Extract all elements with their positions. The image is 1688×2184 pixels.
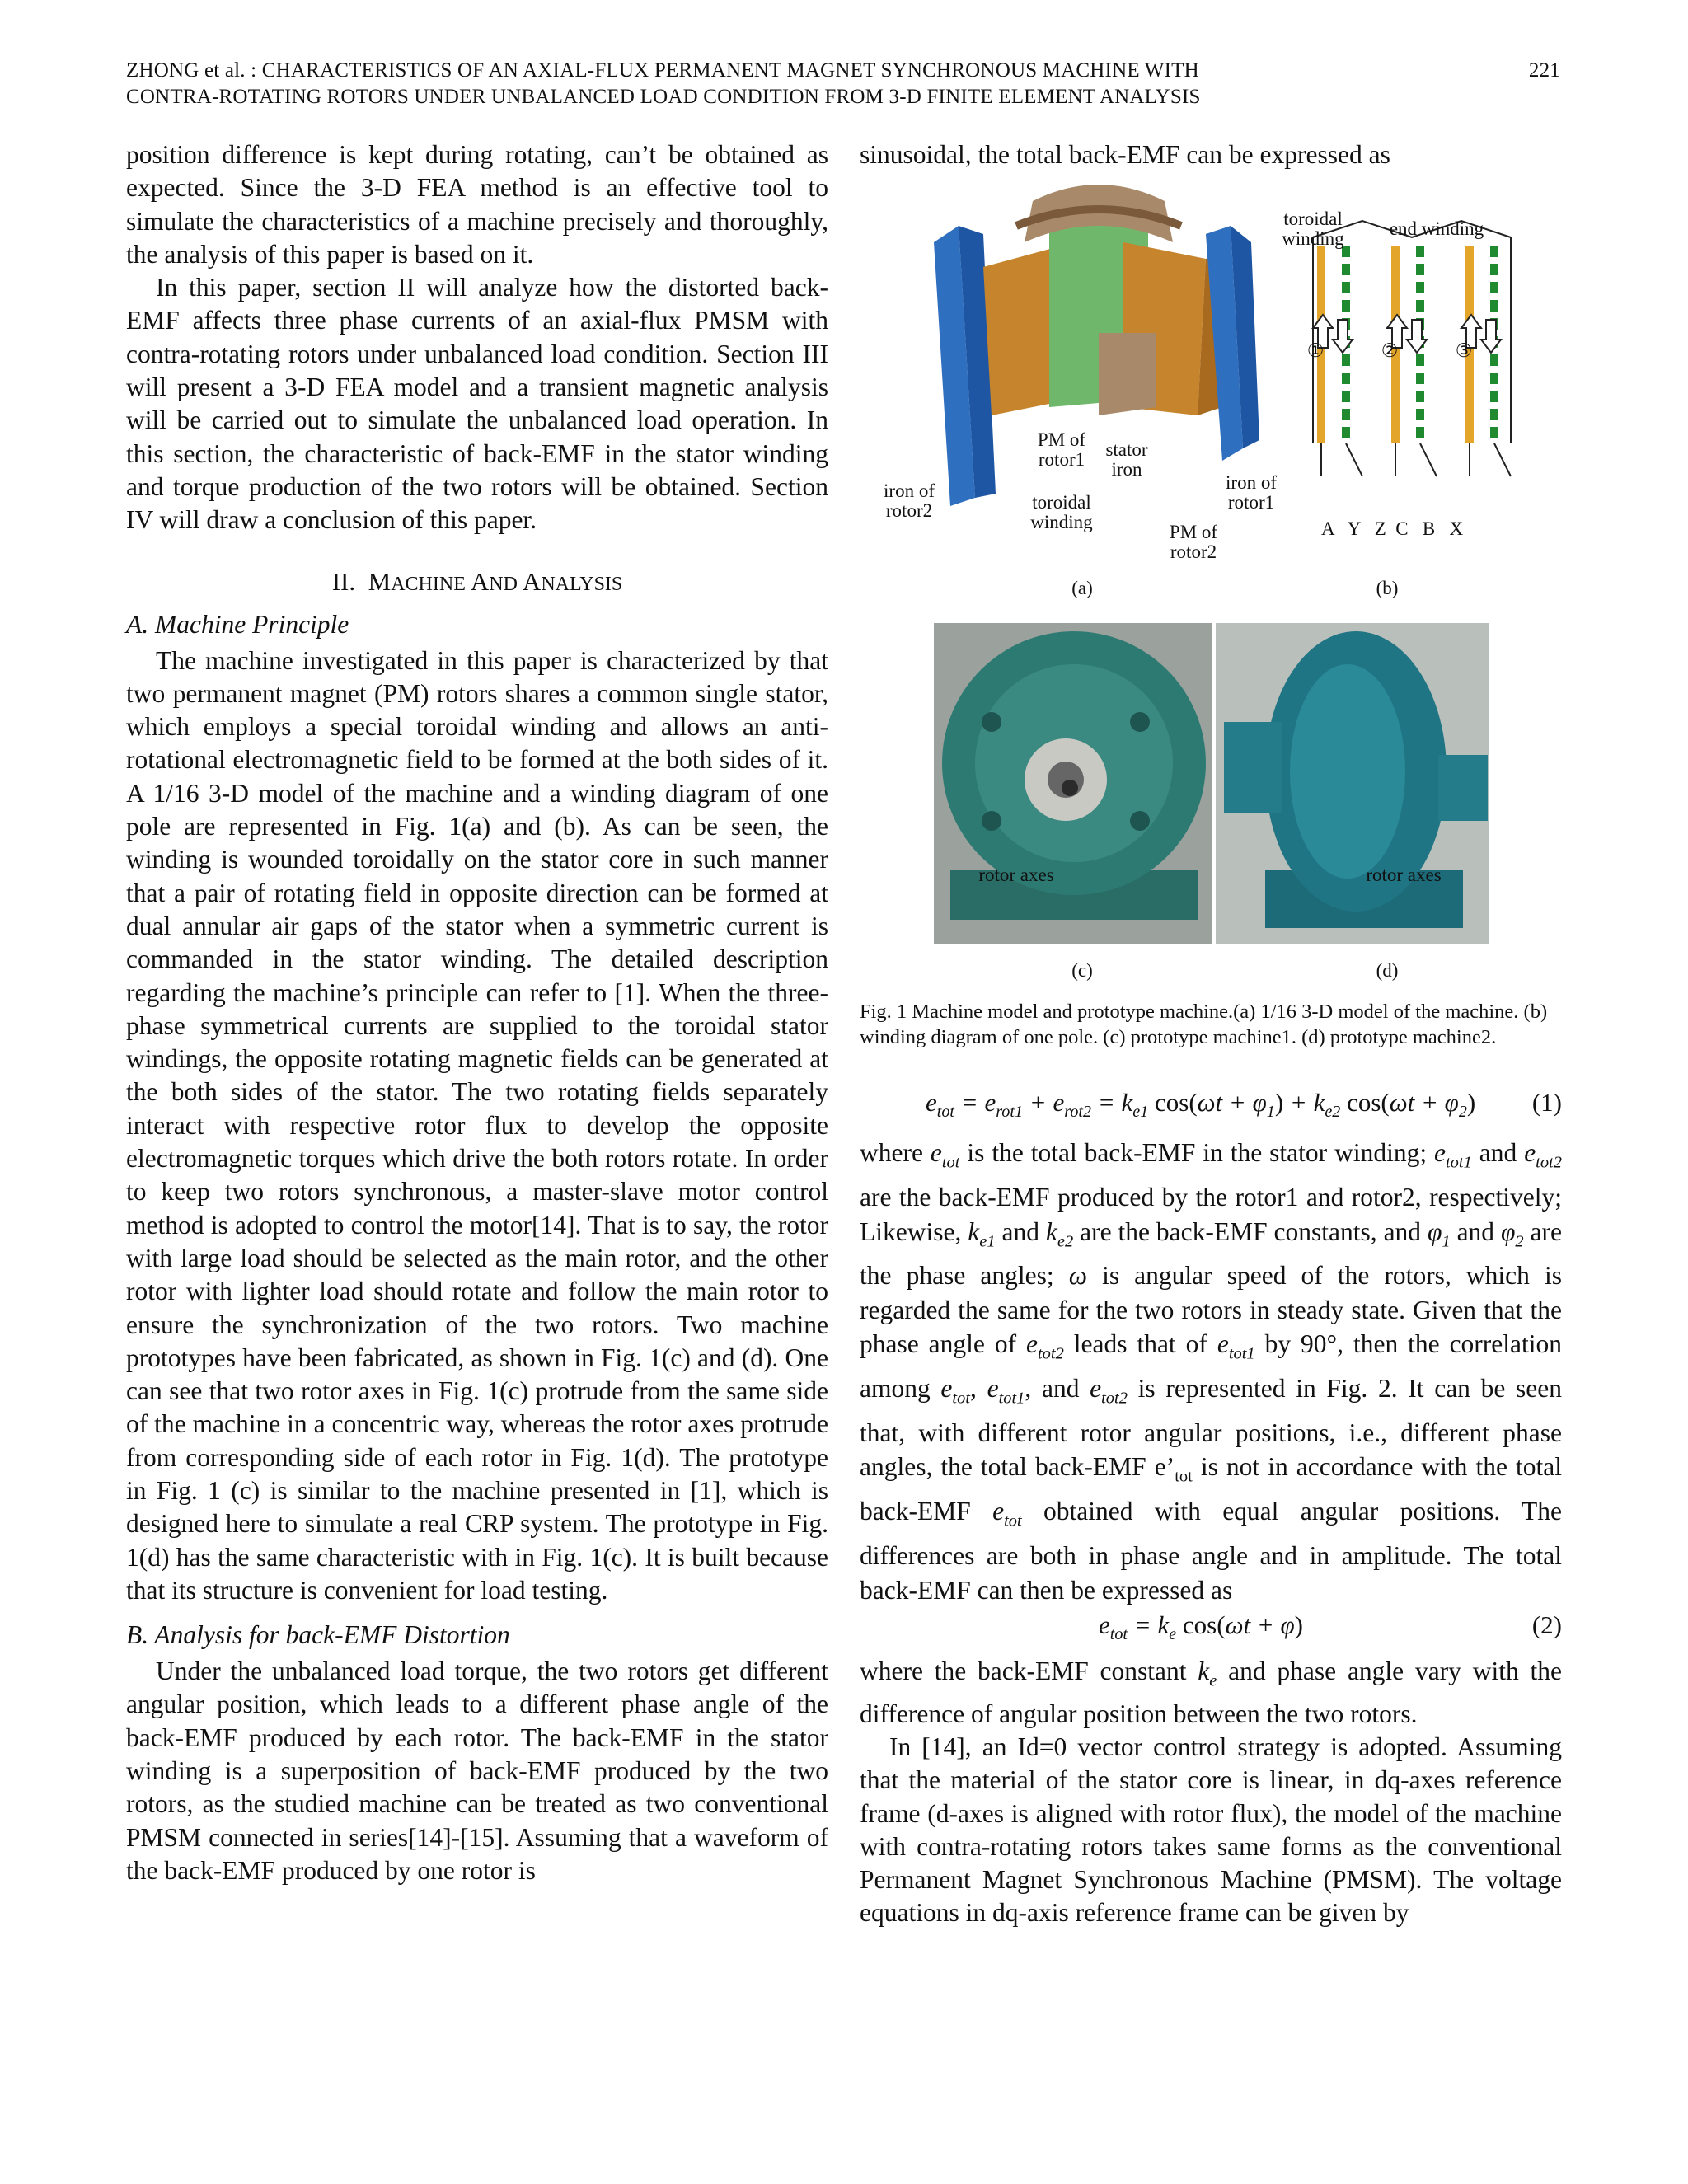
- paragraph: Under the unbalanced load torque, the two rotors get different angular position, which leads to a different phase angle of the back-EMF produced by each rotor. The back-EMF in the stator winding is a superposition of back-EMF produced by the two rotors, as the studied machine can be treated as two conventional PMSM connected in series[14]-[15]. Assuming that a waveform of the back-EMF produced by one rotor is: [126, 1657, 828, 1885]
- subsection-heading: A. Machine Principle: [126, 609, 349, 639]
- header-line-1: ZHONG et al. : CHARACTERISTICS OF AN AXIAL-FLUX PERMANENT MAGNET SYNCHRONOUS MACHINE WITH: [126, 59, 1199, 82]
- label-subfig-a: (a): [1071, 578, 1093, 599]
- paragraph: The machine investigated in this paper is characterized by that two permanent magnet (PM) rotors shares a common single stator, which employs a special toroidal winding and allows an anti-rotational electromagnetic field to be formed at the both sides of it. A 1/16 3-D model of the machine and a winding diagram of one pole are represented in Fig. 1(a) and (b). As can be seen, the winding is wounded toroidally on the stator core in such manner that a pair of rotating field in opposite direction can be formed at dual annular air gaps of the stator when a symmetric current is commanded in the stator winding. The detailed description regarding the machine’s principle can refer to [1]. When the three-phase symmetrical currents are supplied to the toroidal stator windings, the opposite rotating magnetic fields can be generated at the both sides of the stator. The two rotating fields separately interact with respective rotor flux to develop the opposite electromagnetic torques which drive the both rotors rotate. In order to keep two rotors synchronous, a master-slave motor control method is adopted to control the motor[14]. That is to say, the rotor with large load should be selected as the main rotor, and the other rotor with lighter load should rotate and follow the main rotor to ensure the synchronization of the two rotors. Two machine prototypes have been fabricated, as shown in Fig. 1(c) and (d). One can see that two rotor axes in Fig. 1(c) protrude from the same side of the machine in a concentric way, whereas the rotor axes protrude from corresponding side of each rotor in Fig. 1(d). The prototype in Fig. 1 (c) is similar to the machine presented in [1], which is designed here to simulate a real CRP system. The prototype in Fig. 1(d) has the same characteristic with in Fig. 1(c). It is built because that its structure is convenient for load testing.: [126, 645, 828, 1605]
- label-toroidal-winding-a: toroidal winding: [1030, 492, 1093, 533]
- right-column: [860, 138, 1562, 1930]
- equation-number: (1): [1531, 1088, 1562, 1118]
- label-terminals: A Y Z C B X: [1321, 518, 1464, 540]
- fig-1c-photo: [934, 623, 1212, 944]
- label-end-winding: end winding: [1389, 218, 1484, 240]
- label-pm-rotor1: PM of rotor1: [1037, 429, 1086, 471]
- figure-1: [860, 171, 1562, 982]
- label-circle-2: ②: [1381, 340, 1399, 362]
- label-circle-1: ①: [1306, 340, 1325, 362]
- label-stator-iron: stator iron: [1105, 439, 1148, 480]
- subsection-heading: B. Analysis for back-EMF Distortion: [126, 1620, 510, 1650]
- page-number: 221: [1528, 59, 1560, 82]
- fig-1d-photo: [1216, 623, 1489, 944]
- label-pm-rotor2: PM of rotor2: [1169, 522, 1218, 563]
- label-subfig-c: (c): [1071, 960, 1093, 982]
- paragraph: where $e_{tot}$ is the total back-EMF in the stator winding; $e_{tot1}$ and $e_{tot2}$ are the back-EMF produced by the rotor1 and rotor2, respectively; Likewise, $k_{e1}$ and $k_{e2}$ are the back-EMF constants, and $\varphi_1$ and $\varphi_2$ are the phase angles; ω is angular speed of the rotors, which is regarded the same for the two rotors in steady state. Given that the phase angle of $e_{tot2}$ leads that of $e_{tot1}$ by 90°, then the correlation among $e_{tot}$, $e_{tot1}$, and $e_{tot2}$ is represented in Fig. 2. It can be seen that, with different rotor angular positions, i.e., different phase angles, the total back-EMF $e’_{tot}$ is not in accordance with the total back-EMF $e_{tot}$ obtained with equal angular positions. The differences are both in phase angle and in amplitude. The total back-EMF can then be expressed as: [860, 1138, 1563, 1605]
- equation-2: $e_{tot} = k_e$ cos(ωt + φ) (2): [1099, 1610, 1562, 1644]
- equation-number: (2): [1531, 1610, 1562, 1640]
- label-circle-3: ③: [1455, 340, 1473, 362]
- label-rotor-axes-d: rotor axes: [1366, 865, 1442, 886]
- label-toroidal-winding: toroidal winding: [1282, 209, 1344, 250]
- header-line-2: CONTRA-ROTATING ROTORS UNDER UNBALANCED LOAD CONDITION FROM 3-D FINITE ELEMENT ANALYSIS: [126, 86, 1201, 108]
- label-subfig-b: (b): [1376, 578, 1399, 599]
- label-subfig-d: (d): [1376, 960, 1399, 982]
- label-iron-rotor2: iron of rotor2: [884, 480, 935, 522]
- paragraph: where the back-EMF constant $k_e$ and phase angle vary with the difference of angular position between the two rotors.: [860, 1657, 1562, 1728]
- fig-1b-winding-diagram: [1288, 204, 1552, 501]
- paragraph: In this paper, section II will analyze how the distorted back-EMF affects three phase currents of an axial-flux PMSM with contra-rotating rotors under unbalanced load condition. Section III will present a 3-D FEA model and a transient magnetic analysis will be carried out to simulate the unbalanced load operation. In this section, the characteristic of back-EMF in the stator winding and torque production of the two rotors will be obtained. Section IV will draw a conclusion of this paper.: [126, 273, 828, 535]
- running-header: [126, 58, 1560, 110]
- left-column: [126, 138, 828, 1887]
- label-rotor-axes-c: rotor axes: [978, 865, 1054, 886]
- figure-caption: Fig. 1 Machine model and prototype machine.(a) 1/16 3-D model of the machine. (b) winding diagram of one pole. (c) prototype machine1. (d) prototype machine2.: [860, 1001, 1548, 1049]
- paragraph: In [14], an Id=0 vector control strategy is adopted. Assuming that the material of the stator core is linear, in dq-axes reference frame (d-axes is aligned with rotor flux), the model of the machine with contra-rotating rotors takes same forms as the conventional Permanent Magnet Synchronous Machine (PMSM). The voltage equations in dq-axis reference frame can be given by: [860, 1732, 1562, 1928]
- equation-1: $e_{tot} = e_{rot1} + e_{rot2} = k_{e1}$ $\cos(\omega t + \varphi_1) + k_{e2}$ $\cos(\omega t + \varphi_2)$ (1): [926, 1088, 1562, 1122]
- paragraph: sinusoidal, the total back-EMF can be expressed as: [860, 140, 1390, 169]
- label-iron-rotor1: iron of rotor1: [1226, 472, 1277, 513]
- section-heading: II. MACHINE AND ANALYSIS: [331, 566, 623, 596]
- paragraph: position difference is kept during rotating, can’t be obtained as expected. Since the 3-D FEA method is an effective tool to simulate the characteristics of a machine precisely and thoroughly, the analysis of this paper is based on it.: [126, 140, 828, 269]
